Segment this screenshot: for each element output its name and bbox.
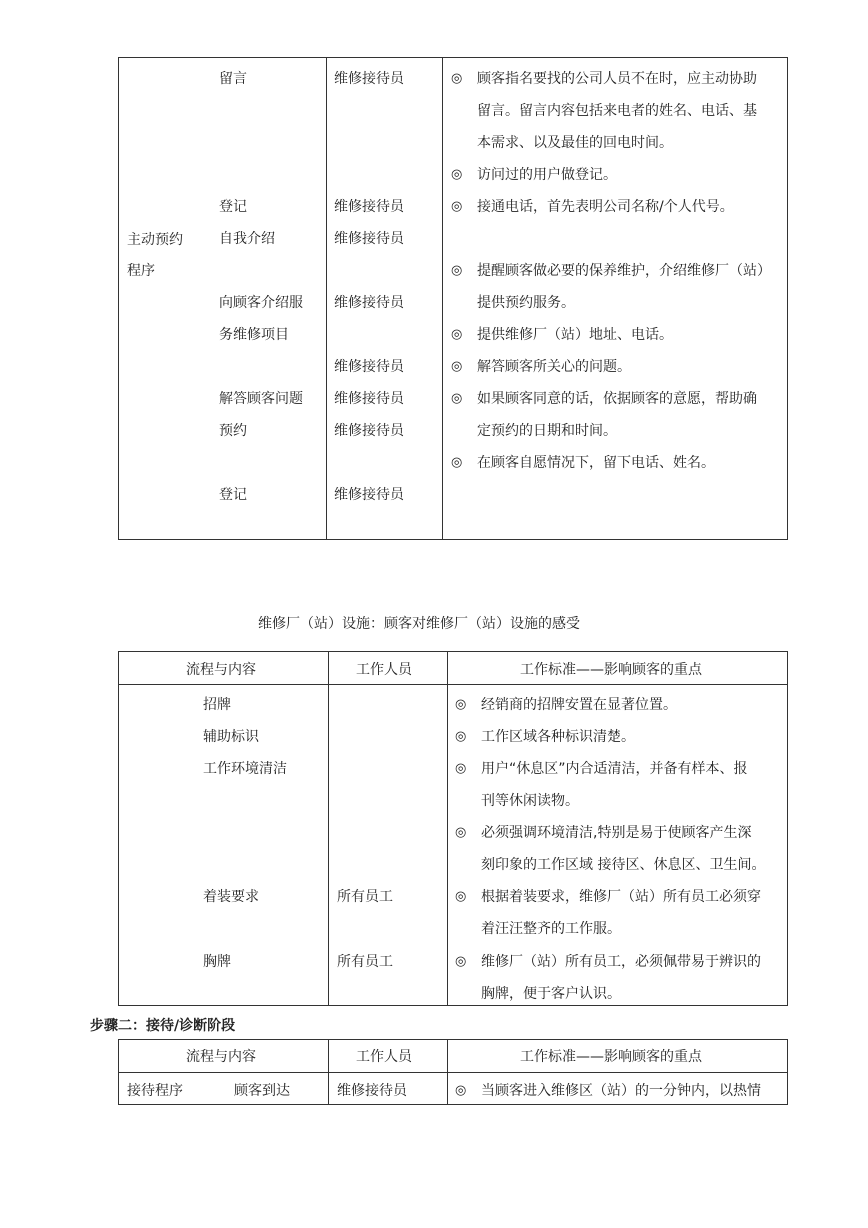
process-item: 着装要求 [203, 889, 259, 905]
section-title: 维修厂（站）设施：顾客对维修厂（站）设施的感受 [258, 616, 580, 632]
standard-text: 访问过的用户做登记。 [477, 167, 617, 183]
staff-cell: 维修接待员 [334, 295, 404, 311]
group-label: 主动预约 [127, 232, 183, 248]
bullet-icon: ◎ [451, 71, 463, 86]
column-header-standard: 工作标准——影响顾客的重点 [520, 1049, 702, 1065]
table-header-divider [118, 684, 788, 685]
bullet-icon: ◎ [455, 729, 467, 744]
process-item: 胸牌 [203, 954, 231, 970]
process-item: 辅助标识 [203, 729, 259, 745]
staff-cell: 维修接待员 [337, 1083, 407, 1099]
standard-text: 维修厂（站）所有员工，必须佩带易于辨识的 [481, 954, 761, 970]
table-header-divider [118, 1072, 788, 1073]
process-item: 留言 [219, 71, 247, 87]
standard-text: 提醒顾客做必要的保养维护，介绍维修厂（站） [477, 263, 771, 279]
standard-text: 接通电话，首先表明公司名称/个人代号。 [477, 199, 734, 215]
bullet-icon: ◎ [455, 697, 467, 712]
bullet-icon: ◎ [451, 199, 463, 214]
bullet-icon: ◎ [451, 359, 463, 374]
standard-text: 必须强调环境清洁,特别是易于使顾客产生深 [481, 825, 752, 841]
staff-cell: 所有员工 [337, 889, 393, 905]
bullet-icon: ◎ [451, 455, 463, 470]
bullet-icon: ◎ [455, 825, 467, 840]
standard-text: 胸牌，便于客户认识。 [481, 986, 621, 1002]
bullet-icon: ◎ [455, 954, 467, 969]
table-col-divider [326, 57, 327, 540]
staff-cell: 维修接待员 [334, 487, 404, 503]
standard-text: 定预约的日期和时间。 [477, 423, 617, 439]
table-col-divider [328, 1039, 329, 1105]
table-col-divider [442, 57, 443, 540]
staff-cell: 维修接待员 [334, 71, 404, 87]
standard-text: 当顾客进入维修区（站）的一分钟内，以热情 [481, 1083, 761, 1099]
process-item: 招牌 [203, 697, 231, 713]
column-header-staff: 工作人员 [356, 662, 412, 678]
bullet-icon: ◎ [451, 327, 463, 342]
standard-text: 留言。留言内容包括来电者的姓名、电话、基 [477, 103, 757, 119]
table-col-divider [328, 651, 329, 1006]
standard-text: 解答顾客所关心的问题。 [477, 359, 631, 375]
bullet-icon: ◎ [451, 263, 463, 278]
standard-text: 用户“休息区”内合适清洁，并备有样本、报 [481, 761, 748, 777]
bullet-icon: ◎ [451, 391, 463, 406]
group-label: 程序 [127, 263, 155, 279]
step-heading: 步骤二：接待/诊断阶段 [90, 1018, 236, 1034]
process-item: 向顾客介绍服 [219, 295, 303, 311]
process-item: 登记 [219, 487, 247, 503]
process-item: 顾客到达 [234, 1083, 290, 1099]
bullet-icon: ◎ [455, 889, 467, 904]
column-header-process: 流程与内容 [186, 1049, 256, 1065]
standard-text: 刊等休闲读物。 [481, 793, 579, 809]
table-col-divider [447, 1039, 448, 1105]
standard-text: 本需求、以及最佳的回电时间。 [477, 135, 673, 151]
standard-text: 顾客指名要找的公司人员不在时，应主动协助 [477, 71, 757, 87]
staff-cell: 维修接待员 [334, 199, 404, 215]
staff-cell: 所有员工 [337, 954, 393, 970]
process-item: 务维修项目 [219, 327, 289, 343]
standard-text: 在顾客自愿情况下，留下电话、姓名。 [477, 455, 715, 471]
staff-cell: 维修接待员 [334, 423, 404, 439]
staff-cell: 维修接待员 [334, 231, 404, 247]
bullet-icon: ◎ [455, 761, 467, 776]
table-col-divider [447, 651, 448, 1006]
process-item: 工作环境清洁 [203, 761, 287, 777]
bullet-icon: ◎ [451, 167, 463, 182]
bullet-icon: ◎ [455, 1083, 467, 1098]
process-item: 自我介绍 [219, 231, 275, 247]
process-item: 登记 [219, 199, 247, 215]
column-header-standard: 工作标准——影响顾客的重点 [520, 662, 702, 678]
column-header-staff: 工作人员 [356, 1049, 412, 1065]
standard-text: 如果顾客同意的话，依据顾客的意愿，帮助确 [477, 391, 757, 407]
standard-text: 刻印象的工作区域 接待区、休息区、卫生间。 [481, 857, 766, 873]
standard-text: 根据着装要求，维修厂（站）所有员工必须穿 [481, 889, 761, 905]
staff-cell: 维修接待员 [334, 359, 404, 375]
process-item: 解答顾客问题 [219, 391, 303, 407]
staff-cell: 维修接待员 [334, 391, 404, 407]
standard-text: 提供维修厂（站）地址、电话。 [477, 327, 673, 343]
standard-text: 经销商的招牌安置在显著位置。 [481, 697, 677, 713]
group-label: 接待程序 [127, 1083, 183, 1099]
standard-text: 提供预约服务。 [477, 295, 575, 311]
process-item: 预约 [219, 423, 247, 439]
standard-text: 着汪汪整齐的工作服。 [481, 921, 621, 937]
column-header-process: 流程与内容 [186, 662, 256, 678]
standard-text: 工作区域各种标识清楚。 [481, 729, 635, 745]
